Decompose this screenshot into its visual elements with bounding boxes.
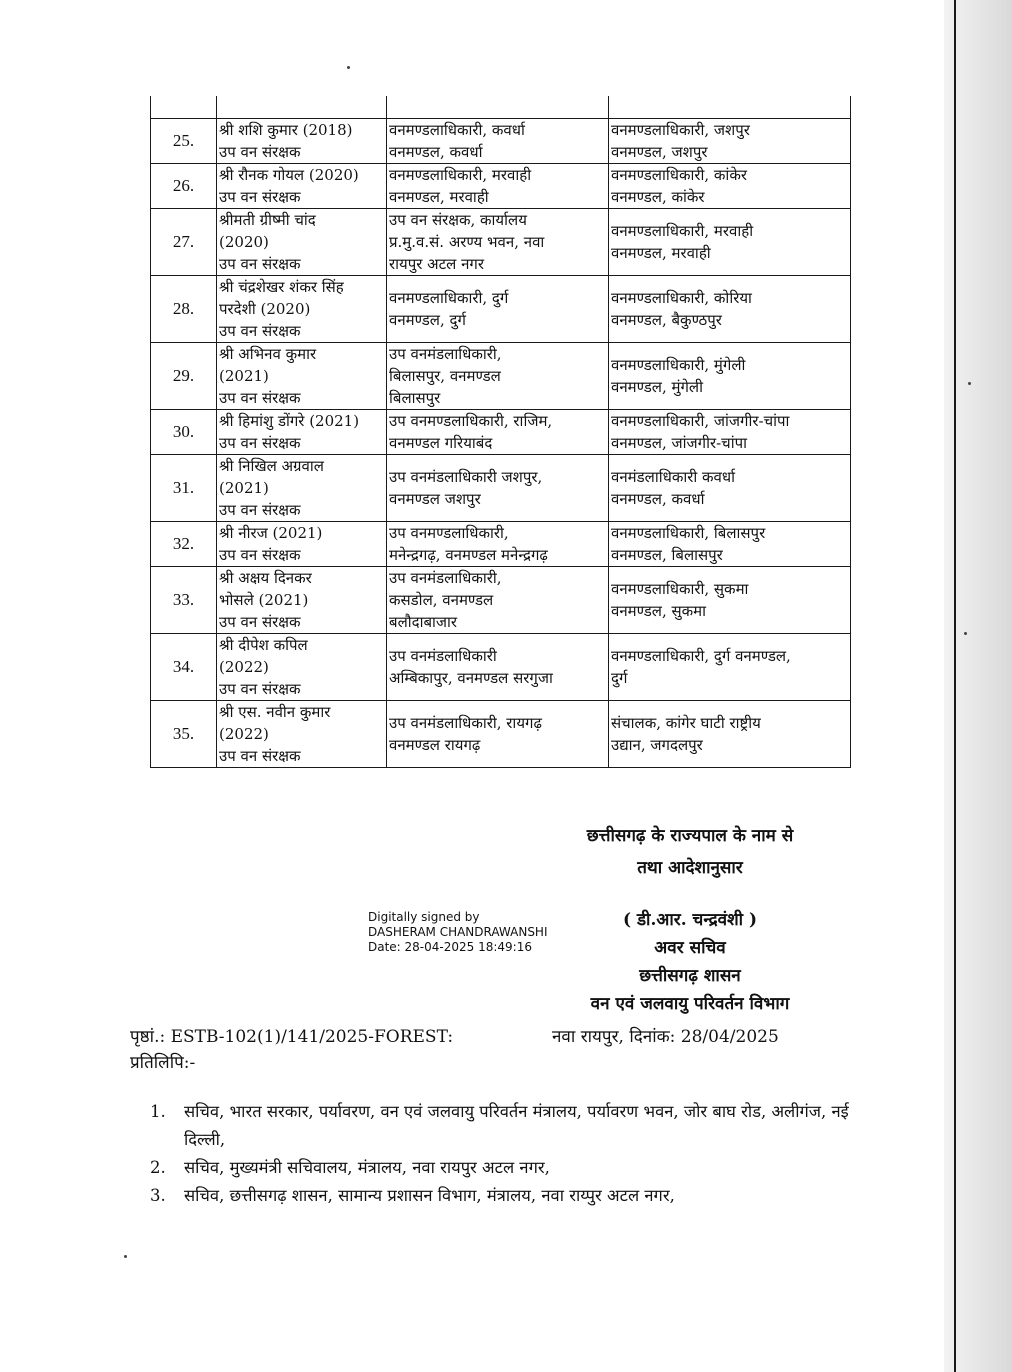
officer-cell	[217, 701, 387, 768]
cell-line: उप वनमंडलाधिकारी,	[389, 345, 502, 363]
serial-number-cell: 34.	[151, 634, 217, 701]
digital-signature-line: Digitally signed by	[368, 910, 480, 924]
new-posting-cell	[609, 410, 851, 455]
cell-line: वनमण्डलाधिकारी, दुर्ग वनमण्डल,	[611, 647, 791, 665]
cell-line: वनमण्डलाधिकारी, मरवाही	[389, 166, 532, 184]
serial-number-cell: 35.	[151, 701, 217, 768]
table-row	[151, 209, 851, 276]
copy-label: प्रतिलिपि:-	[130, 1053, 196, 1073]
current-posting-cell	[387, 567, 609, 634]
cell-line: उप वन संरक्षक	[219, 322, 301, 340]
cell-line: उप वनमंडलाधिकारी,	[389, 569, 502, 587]
signatory-department: वन एवं जलवायु परिवर्तन विभाग	[590, 994, 790, 1014]
cell-line: परदेशी (2020)	[219, 300, 311, 318]
closing-block	[530, 820, 850, 884]
cell-line: श्री अक्षय दिनकर	[219, 569, 312, 587]
cell-line: भोसले (2021)	[219, 591, 309, 609]
cell-line: बिलासपुर, वनमण्डल	[389, 367, 501, 385]
cell-line: वनमण्डल, कवर्धा	[611, 490, 705, 508]
cell-line: उप वन संरक्षक	[219, 143, 301, 161]
cell-line: वनमण्डल, मरवाही	[389, 188, 489, 206]
cell-line: (2022)	[219, 658, 269, 676]
officer-cell	[217, 634, 387, 701]
new-posting-cell	[609, 343, 851, 410]
serial-number-cell: 33.	[151, 567, 217, 634]
digital-signature-stamp	[368, 910, 548, 955]
place-date: नवा रायपुर, दिनांक: 28/04/2025	[552, 1027, 779, 1047]
cell-line: श्री नीरज (2021)	[219, 524, 323, 542]
closing-line: छत्तीसगढ़ के राज्यपाल के नाम से	[586, 826, 794, 846]
cell-line: (2021)	[219, 479, 269, 497]
cell-line: अम्बिकापुर, वनमण्डल सरगुजा	[389, 669, 553, 687]
list-item-text: सचिव, भारत सरकार, पर्यावरण, वन एवं जलवायु परिवर्तन मंत्रालय, पर्यावरण भवन, जोर बाघ रोड, अलीगंज, नई दिल्ली,	[184, 1102, 849, 1149]
reference-number: पृष्ठां.: ESTB-102(1)/141/2025-FOREST:	[130, 1027, 454, 1047]
serial-number-cell: 26.	[151, 164, 217, 209]
cell-line: वनमण्डल, मुंगेली	[611, 378, 703, 396]
serial-number-cell: 31.	[151, 455, 217, 522]
new-posting-cell	[609, 634, 851, 701]
cell-line: श्री अभिनव कुमार	[219, 345, 317, 363]
cell-line: कसडोल, वनमण्डल	[389, 591, 494, 609]
cell-line: बलौदाबाजार	[389, 613, 458, 631]
page-edge-line	[954, 0, 956, 1372]
current-posting-cell	[387, 276, 609, 343]
cell-line: बिलासपुर	[389, 389, 441, 407]
cell-line: वनमण्डलाधिकारी, कवर्धा	[389, 121, 525, 139]
cell-line: वनमण्डल, जांजगीर-चांपा	[611, 434, 747, 452]
cell-line: (2021)	[219, 367, 269, 385]
digital-signature-line: Date: 28-04-2025 18:49:16	[368, 940, 532, 954]
cell-line: उप वनमंडलाधिकारी, रायगढ़	[389, 714, 542, 732]
signatory-block	[540, 906, 840, 1018]
copy-list	[150, 1098, 872, 1210]
list-item	[150, 1182, 872, 1210]
cell-line: (2020)	[219, 233, 269, 251]
cell-line: वनमण्डल, बैकुण्ठपुर	[611, 311, 722, 329]
transfer-table	[150, 96, 851, 768]
table-row	[151, 343, 851, 410]
cell-line: मनेन्द्रगढ़, वनमण्डल मनेन्द्रगढ़	[389, 546, 548, 564]
serial-number-cell: 27.	[151, 209, 217, 276]
table-row	[151, 164, 851, 209]
cell-line: उप वनमण्डलाधिकारी, राजिम,	[389, 412, 553, 430]
closing-line: तथा आदेशानुसार	[637, 858, 743, 878]
signatory-name: ( डी.आर. चन्द्रवंशी )	[623, 910, 757, 930]
cell-line: उप वनमंडलाधिकारी जशपुर,	[389, 468, 543, 486]
cell-line: वनमण्डल, दुर्ग	[389, 311, 466, 329]
cell-line: वनमण्डल, मरवाही	[611, 244, 711, 262]
current-posting-cell	[387, 634, 609, 701]
new-posting-cell	[609, 276, 851, 343]
cell-line: वनमण्डल, सुकमा	[611, 602, 707, 620]
cell-line: श्री हिमांशु डोंगरे (2021)	[219, 412, 360, 430]
list-item-text: सचिव, छत्तीसगढ़ शासन, सामान्य प्रशासन विभाग, मंत्रालय, नवा राय्पुर अटल नगर,	[184, 1186, 675, 1205]
officer-cell	[217, 455, 387, 522]
cell-line: वनमण्डल, जशपुर	[611, 143, 708, 161]
scan-speck	[964, 632, 967, 635]
table-row	[151, 522, 851, 567]
new-posting-cell	[609, 567, 851, 634]
current-posting-cell	[387, 119, 609, 164]
cell-line: वनमण्डलाधिकारी, जांजगीर-चांपा	[611, 412, 790, 430]
cell-line: श्री दीपेश कपिल	[219, 636, 308, 654]
new-posting-cell	[609, 209, 851, 276]
current-posting-cell	[387, 164, 609, 209]
cell-line: वनमण्डलाधिकारी, कोरिया	[611, 289, 752, 307]
scan-speck	[124, 1255, 127, 1258]
table-row	[151, 701, 851, 768]
officer-cell	[217, 343, 387, 410]
officer-cell	[217, 119, 387, 164]
cell-line: उप वन संरक्षक	[219, 613, 301, 631]
cell-line: उप वन संरक्षक	[219, 255, 301, 273]
cell-line: उप वनमण्डलाधिकारी,	[389, 524, 509, 542]
table-row	[151, 455, 851, 522]
cell-line: वनमण्डलाधिकारी, जशपुर	[611, 121, 750, 139]
cell-line: वनमण्डलाधिकारी, सुकमा	[611, 580, 749, 598]
cell-line: वनमण्डल, कवर्धा	[389, 143, 483, 161]
cell-line: वनमण्डल, कांकेर	[611, 188, 705, 206]
cell-line: उप वन संरक्षक	[219, 680, 301, 698]
table-row	[151, 567, 851, 634]
cell-line: वनमण्डल गरियाबंद	[389, 434, 493, 452]
cell-line: उद्यान, जगदलपुर	[611, 736, 703, 754]
table-row	[151, 410, 851, 455]
officer-cell	[217, 209, 387, 276]
cell-line: उप वन संरक्षक	[219, 747, 301, 765]
cell-line: श्री एस. नवीन कुमार	[219, 703, 331, 721]
cell-line: वनमण्डलाधिकारी, मुंगेली	[611, 356, 746, 374]
cell-line: वनमण्डलाधिकारी, दुर्ग	[389, 289, 509, 307]
cell-line: श्री चंद्रशेखर शंकर सिंह	[219, 278, 344, 296]
table-header-stub	[151, 96, 851, 119]
new-posting-cell	[609, 522, 851, 567]
officer-cell	[217, 164, 387, 209]
officer-cell	[217, 522, 387, 567]
list-item-number: 3.	[150, 1186, 166, 1205]
serial-number-cell: 25.	[151, 119, 217, 164]
list-item	[150, 1098, 872, 1154]
list-item	[150, 1154, 872, 1182]
cell-line: उप वन संरक्षक	[219, 188, 301, 206]
cell-line: (2022)	[219, 725, 269, 743]
cell-line: वनमण्डलाधिकारी, मरवाही	[611, 222, 754, 240]
cell-line: श्रीमती ग्रीष्मी चांद	[219, 211, 316, 229]
cell-line: उप वन संरक्षक, कार्यालय	[389, 211, 527, 229]
new-posting-cell	[609, 455, 851, 522]
cell-line: श्री निखिल अग्रवाल	[219, 457, 324, 475]
new-posting-cell	[609, 701, 851, 768]
digital-signature-line: DASHERAM CHANDRAWANSHI	[368, 925, 548, 939]
cell-line: उप वन संरक्षक	[219, 434, 301, 452]
list-item-text: सचिव, मुख्यमंत्री सचिवालय, मंत्रालय, नवा रायपुर अटल नगर,	[184, 1158, 550, 1177]
scan-speck	[968, 382, 971, 385]
new-posting-cell	[609, 119, 851, 164]
cell-line: वनमण्डल जशपुर	[389, 490, 481, 508]
scan-speck	[347, 66, 350, 69]
cell-line: उप वनमंडलाधिकारी	[389, 647, 497, 665]
cell-line: वनमण्डलाधिकारी, कांकेर	[611, 166, 747, 184]
current-posting-cell	[387, 522, 609, 567]
current-posting-cell	[387, 410, 609, 455]
current-posting-cell	[387, 455, 609, 522]
cell-line: संचालक, कांगेर घाटी राष्ट्रीय	[611, 714, 761, 732]
cell-line: श्री शशि कुमार (2018)	[219, 121, 353, 139]
serial-number-cell: 28.	[151, 276, 217, 343]
serial-number-cell: 32.	[151, 522, 217, 567]
current-posting-cell	[387, 343, 609, 410]
signatory-government: छत्तीसगढ़ शासन	[639, 966, 741, 986]
serial-number-cell: 30.	[151, 410, 217, 455]
list-item-number: 2.	[150, 1158, 166, 1177]
list-item-number: 1.	[150, 1102, 166, 1121]
cell-line: श्री रौनक गोयल (2020)	[219, 166, 359, 184]
table-row	[151, 634, 851, 701]
current-posting-cell	[387, 209, 609, 276]
cell-line: रायपुर अटल नगर	[389, 255, 485, 273]
cell-line: दुर्ग	[611, 669, 628, 687]
cell-line: प्र.मु.व.सं. अरण्य भवन, नवा	[389, 233, 545, 251]
cell-line: वनमंडलाधिकारी कवर्धा	[611, 468, 735, 486]
officer-cell	[217, 276, 387, 343]
cell-line: उप वन संरक्षक	[219, 389, 301, 407]
cell-line: उप वन संरक्षक	[219, 546, 301, 564]
serial-number-cell: 29.	[151, 343, 217, 410]
cell-line: वनमण्डल, बिलासपुर	[611, 546, 723, 564]
cell-line: वनमण्डल रायगढ़	[389, 736, 481, 754]
current-posting-cell	[387, 701, 609, 768]
cell-line: वनमण्डलाधिकारी, बिलासपुर	[611, 524, 766, 542]
signatory-designation: अवर सचिव	[654, 938, 726, 958]
officer-cell	[217, 410, 387, 455]
table-row	[151, 276, 851, 343]
new-posting-cell	[609, 164, 851, 209]
table-row	[151, 119, 851, 164]
officer-cell	[217, 567, 387, 634]
cell-line: उप वन संरक्षक	[219, 501, 301, 519]
